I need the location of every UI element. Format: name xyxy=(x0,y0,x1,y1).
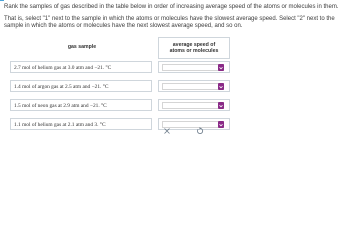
clear-button[interactable] xyxy=(160,124,174,138)
chevron-down-icon[interactable] xyxy=(218,102,224,109)
undo-button[interactable] xyxy=(193,124,207,138)
chevron-down-icon[interactable] xyxy=(218,83,224,90)
rank-select[interactable] xyxy=(162,83,224,90)
table-row xyxy=(10,80,230,92)
table-row xyxy=(10,61,230,73)
gas-sample-label: 1.5 mol of neon gas at 2.9 atm and −21. °C xyxy=(10,99,152,111)
rank-cell xyxy=(158,80,230,92)
chevron-down-icon[interactable] xyxy=(218,64,224,71)
instruction-detail-line1: That is, select "1" next to the sample in which the atoms or molecules have the slowest average speed. Select "2" next to the xyxy=(4,16,335,22)
header-gas-sample: gas sample xyxy=(67,44,97,50)
undo-icon xyxy=(196,127,204,135)
action-bar xyxy=(148,124,222,140)
header-average-speed xyxy=(158,37,230,59)
rank-cell xyxy=(158,99,230,111)
table-row xyxy=(10,99,230,111)
instruction-text: Rank the samples of gas described in the table below in order of increasing average speed of the atoms or molecules in them. xyxy=(4,4,339,10)
rank-select[interactable] xyxy=(162,102,224,109)
gas-sample-label: 1.1 mol of helium gas at 2.1 atm and 3. °C xyxy=(10,118,152,130)
header-average-speed-line2: atoms or molecules xyxy=(169,48,219,54)
rank-cell xyxy=(158,61,230,73)
gas-sample-label: 2.7 mol of helium gas at 3.0 atm and −21. °C xyxy=(10,61,152,73)
header-average-speed-line1: average speed of xyxy=(172,42,216,48)
ranking-table xyxy=(10,37,310,165)
top-accent-line xyxy=(0,0,4,1)
gas-sample-label: 1.4 mol of argon gas at 2.5 atm and −21. °C xyxy=(10,80,152,92)
x-icon xyxy=(163,127,171,135)
rank-select[interactable] xyxy=(162,64,224,71)
instruction-detail-line2: sample in which the atoms or molecules have the next slowest average speed, and so on. xyxy=(4,23,243,29)
